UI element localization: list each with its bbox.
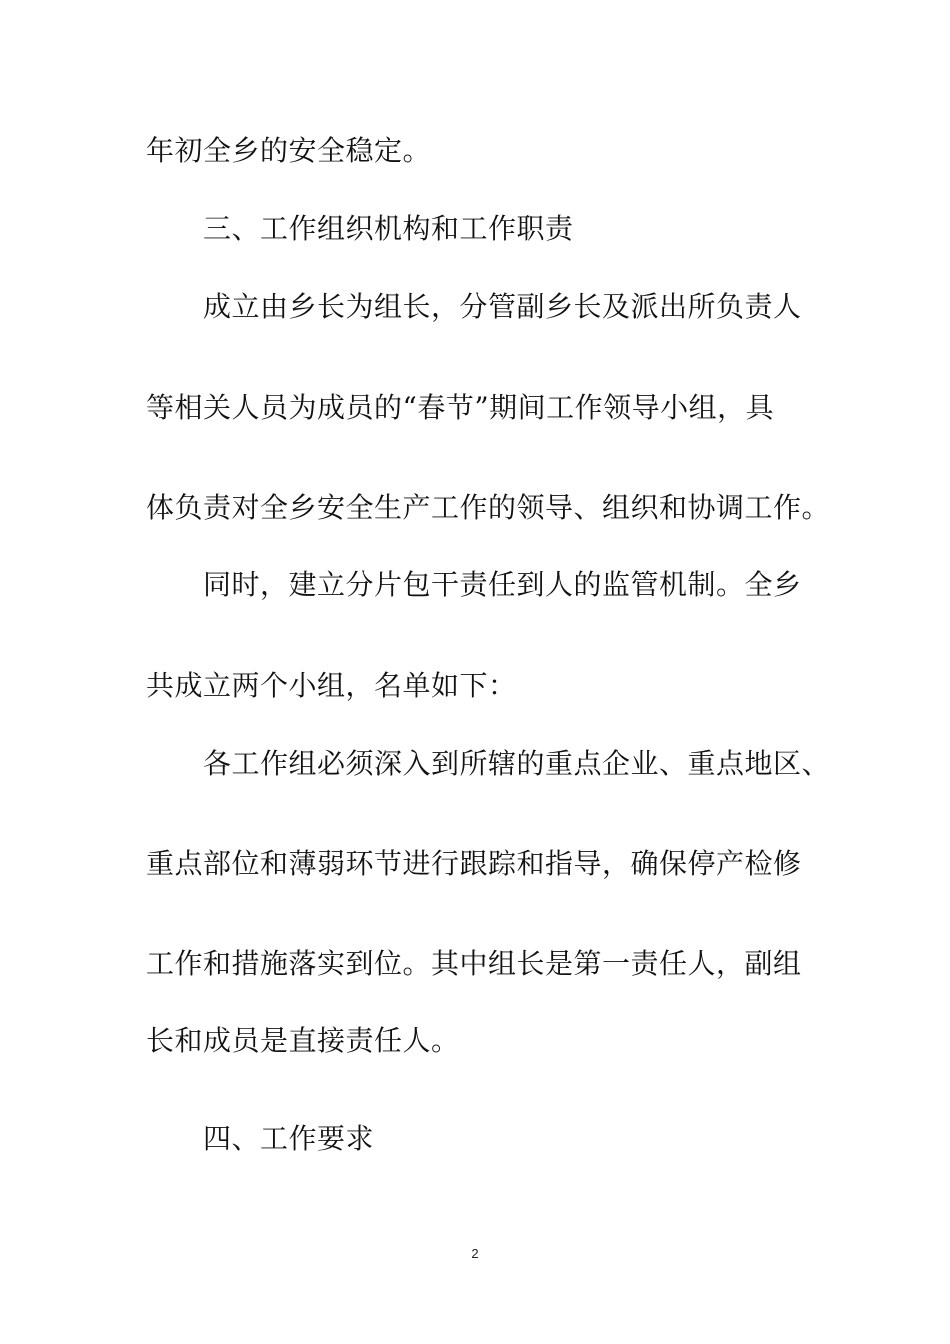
section-heading-4: 四、工作要求 bbox=[203, 1122, 375, 1155]
text-line: 年初全乡的安全稳定。 bbox=[146, 134, 432, 167]
text-line: 等相关人员为成员的“春节”期间工作领导小组，具 bbox=[146, 391, 775, 424]
text-line: 成立由乡长为组长，分管副乡长及派出所负责人 bbox=[203, 290, 802, 323]
text-line: 各工作组必须深入到所辖的重点企业、重点地区、 bbox=[203, 747, 831, 780]
text-line: 长和成员是直接责任人。 bbox=[146, 1024, 460, 1057]
text-line: 体负责对全乡安全生产工作的领导、组织和协调工作。 bbox=[146, 491, 831, 524]
section-heading-3: 三、工作组织机构和工作职责 bbox=[203, 212, 574, 245]
text-line: 工作和措施落实到位。其中组长是第一责任人，副组 bbox=[146, 947, 802, 980]
page-number: 2 bbox=[471, 1246, 479, 1261]
text-line: 同时，建立分片包干责任到人的监管机制。全乡 bbox=[203, 568, 802, 601]
text-line: 重点部位和薄弱环节进行跟踪和指导，确保停产检修 bbox=[146, 847, 802, 880]
text-line: 共成立两个小组，名单如下： bbox=[146, 669, 517, 702]
